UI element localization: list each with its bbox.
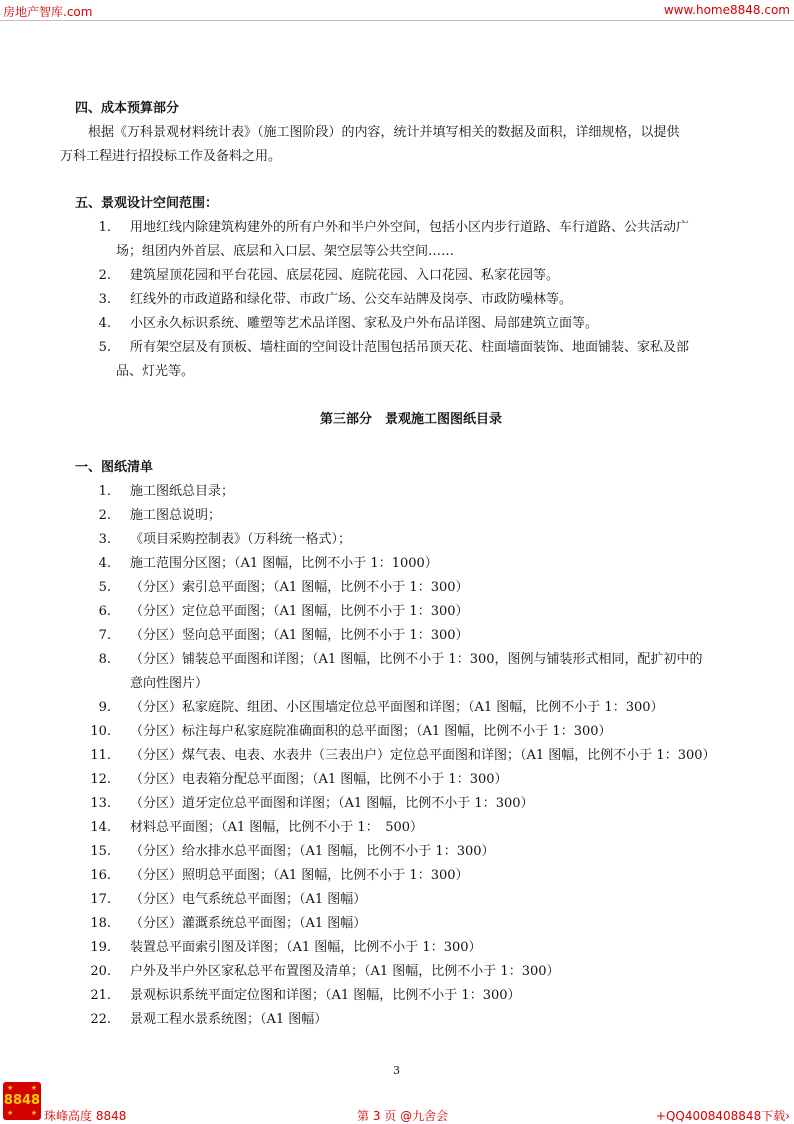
list-item-number: 3. bbox=[98, 292, 111, 307]
list-item-number: 6. bbox=[98, 604, 111, 619]
list-item-text: （分区）定位总平面图；（A1 图幅，比例不小于 1：300） bbox=[130, 604, 469, 619]
list-item-text: （分区）电气系统总平面图；（A1 图幅） bbox=[130, 892, 367, 907]
list-item-text: 施工范围分区图；（A1 图幅，比例不小于 1：1000） bbox=[130, 556, 438, 571]
list-item-text: 所有架空层及有顶板、墙柱面的空间设计范围包括吊顶天花、柱面墙面装饰、地面铺装、家私及部 bbox=[130, 340, 690, 355]
list-item-number: 1. bbox=[98, 484, 111, 499]
list-item-number: 3. bbox=[98, 532, 111, 547]
list-item-number: 4. bbox=[98, 556, 111, 571]
list-item-text: （分区）照明总平面图；（A1 图幅，比例不小于 1：300） bbox=[130, 868, 469, 883]
list-item-number: 12. bbox=[90, 772, 111, 787]
list-item-text: 建筑屋顶花园和平台花园、底层花园、庭院花园、入口花园、私家花园等。 bbox=[130, 268, 560, 283]
list-item-text-continued: 意向性图片） bbox=[130, 676, 209, 691]
list-item-number: 21. bbox=[90, 988, 111, 1003]
list-item-number: 9. bbox=[98, 700, 111, 715]
list-item-number: 2. bbox=[98, 508, 111, 523]
list-item-text: （分区）道牙定位总平面图和详图；（A1 图幅，比例不小于 1：300） bbox=[130, 796, 534, 811]
list-item-text: （分区）铺装总平面图和详图；（A1 图幅，比例不小于 1：300，图例与铺装形式相同，配扩初中的 bbox=[130, 652, 703, 667]
footer-download-link[interactable]: +QQ4008408848下载› bbox=[655, 1109, 790, 1123]
list-item-text: （分区）索引总平面图；（A1 图幅，比例不小于 1：300） bbox=[130, 580, 469, 595]
part3-title: 第三部分 景观施工图图纸目录 bbox=[320, 412, 503, 427]
list-item-number: 22. bbox=[90, 1012, 111, 1027]
list-item-number: 8. bbox=[98, 652, 111, 667]
list-item-text: （分区）标注每户私家庭院准确面积的总平面图；（A1 图幅，比例不小于 1：300） bbox=[130, 724, 612, 739]
list-item-text: 户外及半户外区家私总平布置图及清单；（A1 图幅，比例不小于 1：300） bbox=[130, 964, 560, 979]
list-item-text: 装置总平面索引图及详图；（A1 图幅，比例不小于 1：300） bbox=[130, 940, 482, 955]
list-item-text: 小区永久标识系统、雕塑等艺术品详图、家私及户外布品详图、局部建筑立面等。 bbox=[130, 316, 599, 331]
list-item-number: 18. bbox=[90, 916, 111, 931]
list-item-number: 10. bbox=[90, 724, 111, 739]
list-item-text: （分区）竖向总平面图；（A1 图幅，比例不小于 1：300） bbox=[130, 628, 469, 643]
page-number: 3 bbox=[393, 1064, 400, 1077]
list-item-number: 7. bbox=[98, 628, 111, 643]
page-header bbox=[0, 0, 794, 20]
section4-paragraph-line2: 万科工程进行招投标工作及备料之用。 bbox=[60, 149, 282, 164]
logo-text: 8848 bbox=[3, 1093, 41, 1108]
footer-left-text: 珠峰高度 8848 bbox=[44, 1109, 127, 1123]
list-item-text: 施工图纸总目录； bbox=[130, 484, 235, 499]
section1-heading: 一、图纸清单 bbox=[75, 460, 154, 475]
footer-center-text: 第 3 页 @九舍会 bbox=[357, 1109, 449, 1123]
list-item-number: 16. bbox=[90, 868, 111, 883]
list-item-number: 14. bbox=[90, 820, 111, 835]
list-item-number: 11. bbox=[90, 748, 111, 763]
list-item-text: 《项目采购控制表》（万科统一格式）； bbox=[130, 532, 352, 547]
list-item-text-continued: 场；组团内外首层、底层和入口层、架空层等公共空间…… bbox=[116, 244, 455, 259]
list-item-text: 景观标识系统平面定位图和详图；（A1 图幅，比例不小于 1：300） bbox=[130, 988, 521, 1003]
header-divider bbox=[0, 20, 794, 21]
star-icon: ★ bbox=[7, 1084, 14, 1092]
list-item-number: 5. bbox=[98, 340, 111, 355]
list-item-number: 2. bbox=[98, 268, 111, 283]
list-item-number: 15. bbox=[90, 844, 111, 859]
page-footer bbox=[0, 1100, 794, 1123]
star-icon: ★ bbox=[30, 1084, 37, 1092]
list-item-text: （分区）电表箱分配总平面图；（A1 图幅，比例不小于 1：300） bbox=[130, 772, 508, 787]
site-link-left[interactable]: 房地产智库.com bbox=[3, 5, 93, 19]
star-icon: ★ bbox=[30, 1109, 37, 1117]
star-icon: ★ bbox=[7, 1109, 14, 1117]
list-item-number: 1. bbox=[98, 220, 111, 235]
list-item-text: 用地红线内除建筑构建外的所有户外和半户外空间，包括小区内步行道路、车行道路、公共活动广 bbox=[130, 220, 690, 235]
list-item-number: 20. bbox=[90, 964, 111, 979]
list-item-number: 4. bbox=[98, 316, 111, 331]
list-item-text-continued: 品、灯光等。 bbox=[116, 364, 195, 379]
list-item-number: 13. bbox=[90, 796, 111, 811]
list-item-text: （分区）给水排水总平面图；（A1 图幅，比例不小于 1：300） bbox=[130, 844, 495, 859]
list-item-text: （分区）私家庭院、组团、小区围墙定位总平面图和详图；（A1 图幅，比例不小于 1：300） bbox=[130, 700, 664, 715]
list-item-text: 红线外的市政道路和绿化带、市政广场、公交车站牌及岗亭、市政防噪林等。 bbox=[130, 292, 573, 307]
list-item-number: 19. bbox=[90, 940, 111, 955]
list-item-text: （分区）灌溉系统总平面图；（A1 图幅） bbox=[130, 916, 367, 931]
list-item-number: 5. bbox=[98, 580, 111, 595]
list-item-number: 17. bbox=[90, 892, 111, 907]
site-link-right[interactable]: www.home8848.com bbox=[663, 3, 790, 17]
list-item-text: 景观工程水景系统图；（A1 图幅） bbox=[130, 1012, 328, 1027]
section4-heading: 四、成本预算部分 bbox=[75, 101, 180, 116]
section4-paragraph-line1: 根据《万科景观材料统计表》（施工图阶段）的内容，统计并填写相关的数据及面积，详细规格，以提供 bbox=[88, 125, 680, 140]
list-item-text: 施工图总说明； bbox=[130, 508, 222, 523]
section5-heading: 五、景观设计空间范围： bbox=[75, 196, 219, 211]
list-item-text: （分区）煤气表、电表、水表井（三表出户）定位总平面图和详图；（A1 图幅，比例不小于 1：300） bbox=[130, 748, 716, 763]
list-item-text: 材料总平面图；（A1 图幅，比例不小于 1： 500） bbox=[130, 820, 424, 835]
